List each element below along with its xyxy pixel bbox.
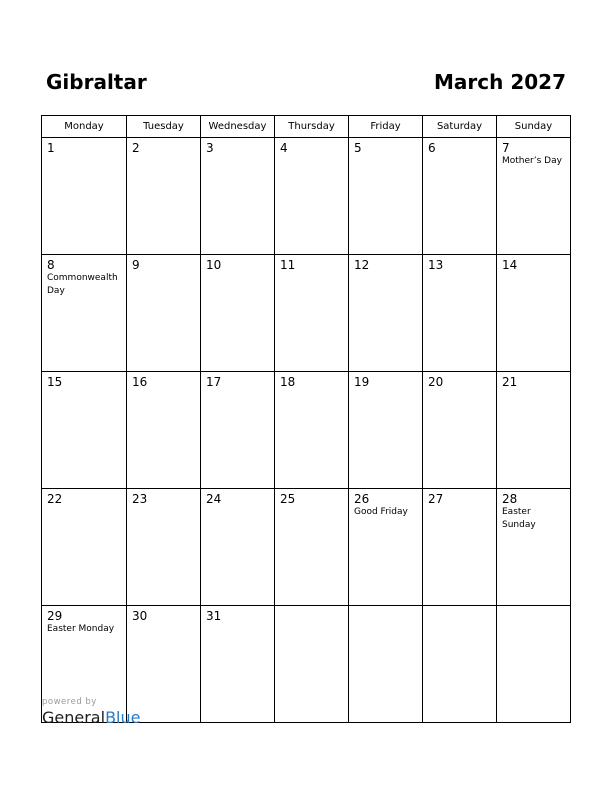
brand-logo [42,708,140,727]
weekday-thursday: Thursday [275,116,349,138]
day-cell [349,489,423,606]
footer-branding [42,697,140,727]
day-number: 24 [206,492,222,506]
day-number: 30 [132,609,148,623]
weekday-header-row [42,116,571,138]
day-number: 29 [47,609,63,623]
day-cell [349,606,423,723]
day-cell [349,138,423,255]
brand-name-general: General [42,708,106,727]
day-cell [497,489,571,606]
day-cell [201,489,275,606]
day-cell [349,255,423,372]
day-cell [423,138,497,255]
region-title: Gibraltar [46,70,147,94]
day-cell [275,489,349,606]
day-cell [127,489,201,606]
holiday-label: Good Friday [354,507,408,517]
day-number: 19 [354,375,370,389]
day-number: 23 [132,492,148,506]
holiday-label: Mother’s Day [502,156,562,166]
day-cell [127,255,201,372]
weekday-monday: Monday [42,116,127,138]
day-number: 18 [280,375,296,389]
day-cell [349,372,423,489]
powered-by-text: powered by [42,697,97,707]
day-cell [127,372,201,489]
day-cell [42,489,127,606]
day-number: 14 [502,258,518,272]
week-row [42,372,571,489]
day-cell [275,606,349,723]
day-number: 16 [132,375,148,389]
day-cell [201,606,275,723]
day-cell [275,255,349,372]
day-cell [42,255,127,372]
day-number: 8 [47,258,55,272]
day-cell [423,606,497,723]
week-row [42,489,571,606]
day-cell [497,138,571,255]
day-cell [423,255,497,372]
holiday-label: Easter Monday [47,624,115,634]
day-number: 13 [428,258,444,272]
holiday-label: Commonwealth Day [47,273,118,296]
day-cell [423,489,497,606]
day-cell [42,372,127,489]
weekday-saturday: Saturday [423,116,497,138]
day-cell [275,138,349,255]
weekday-sunday: Sunday [497,116,571,138]
month-title: March 2027 [434,70,566,94]
holiday-label: Easter Sunday [502,507,536,530]
day-number: 10 [206,258,222,272]
weekday-tuesday: Tuesday [127,116,201,138]
day-number: 28 [502,492,518,506]
day-cell [423,372,497,489]
day-number: 25 [280,492,296,506]
day-number: 2 [132,141,140,155]
day-number: 26 [354,492,370,506]
day-cell [201,372,275,489]
day-number: 20 [428,375,444,389]
day-number: 17 [206,375,222,389]
day-cell [497,372,571,489]
weekday-wednesday: Wednesday [201,116,275,138]
day-number: 15 [47,375,63,389]
day-cell [127,138,201,255]
day-number: 21 [502,375,518,389]
day-number: 1 [47,141,55,155]
day-number: 7 [502,141,510,155]
day-cell [42,138,127,255]
day-number: 11 [280,258,296,272]
day-number: 5 [354,141,362,155]
day-number: 9 [132,258,140,272]
brand-name-blue: Blue [105,708,141,727]
day-cell [275,372,349,489]
week-row [42,138,571,255]
day-cell [497,255,571,372]
day-number: 3 [206,141,214,155]
day-number: 31 [206,609,222,623]
day-number: 6 [428,141,436,155]
day-number: 4 [280,141,288,155]
calendar-grid [41,115,571,723]
day-cell [201,255,275,372]
day-number: 22 [47,492,63,506]
day-cell [497,606,571,723]
day-cell [201,138,275,255]
day-number: 27 [428,492,444,506]
weekday-friday: Friday [349,116,423,138]
day-number: 12 [354,258,370,272]
week-row [42,255,571,372]
